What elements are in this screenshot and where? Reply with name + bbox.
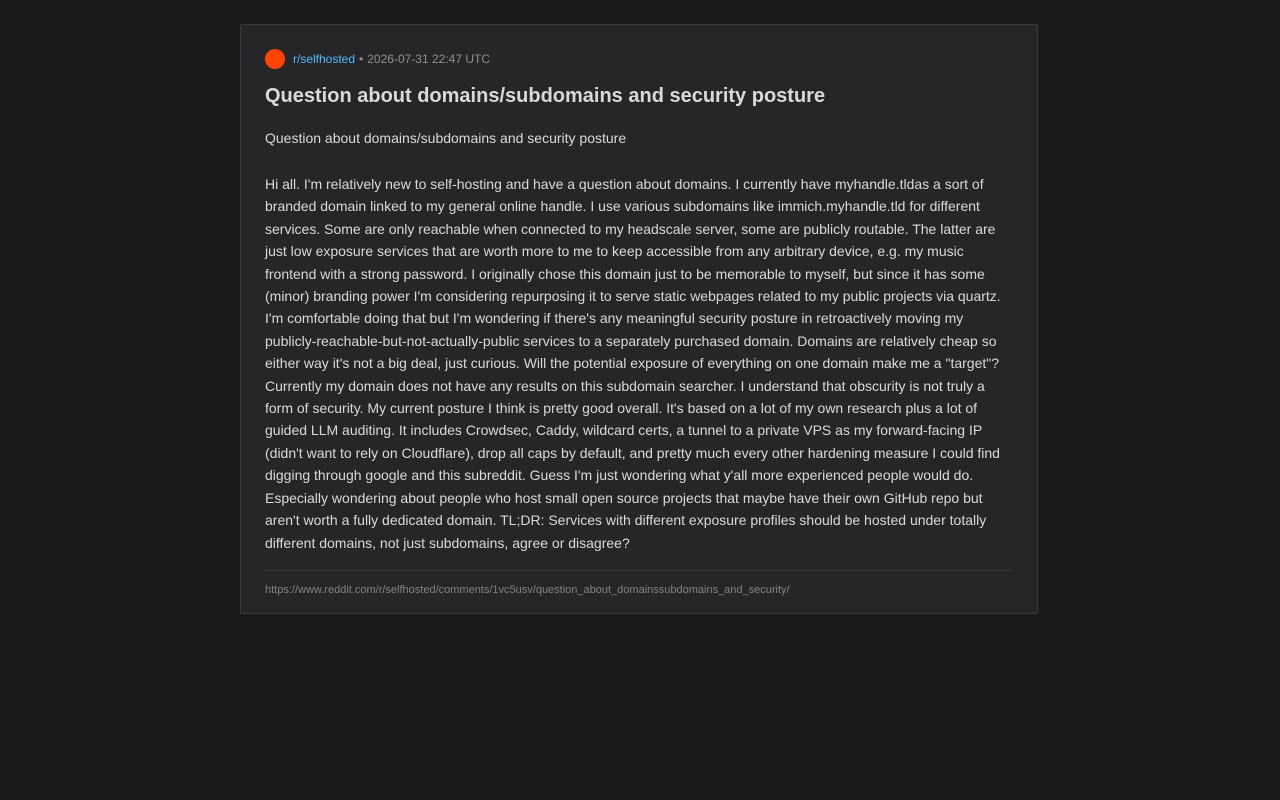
post-url: https://www.reddit.com/r/selfhosted/comments/1vc5usv/question_about_domainssubdomains_and_security/: [265, 583, 790, 596]
subreddit-avatar-icon: [265, 49, 285, 69]
post-subtitle: Question about domains/subdomains and security posture: [265, 130, 627, 146]
post-body: Hi all. I'm relatively new to self-hosting and have a question about domains. I currently have myhandle.tldas a sort of branded domain linked to my general online handle. I use various subdomains like immich.myhandle.tld for different services. Some are only reachable when connected to my headscale server, some are publicly routable. The latter are just low exposure services that are worth more to me to keep accessible from any arbitrary device, e.g. my music frontend with a strong password. I originally chose this domain just to be memorable to myself, but since it has some (minor) branding power I'm considering repurposing it to serve static webpages related to my public projects via quartz. I'm comfortable doing that but I'm wondering if there's any meaningful security posture in retroactively moving my publicly-reachable-but-not-actually-public services to a separately purchased domain. Domains are relatively cheap so either way it's not a big deal, just curious. Will the potential exposure of everything on one domain make me a "target"? Currently my domain does not have any results on this subdomain searcher. I understand that obscurity is not truly a form of security. My current posture I think is pretty good overall. It's based on a lot of my own research plus a lot of guided LLM auditing. It includes Crowdsec, Caddy, wildcard certs, a tunnel to a private VPS as my forward-facing IP (didn't want to rely on Cloudflare), drop all caps by default, and pretty much every other hardening measure I could find digging through google and this subreddit. Guess I'm just wondering what y'all more experienced people would do. Especially wondering about people who host small open source projects that maybe have their own GitHub repo but aren't worth a fully dedicated domain. TL;DR: Services with different exposure profiles should be hosted under totally different domains, not just subdomains, agree or disagree?: [265, 176, 1001, 551]
post-title: Question about domains/subdomains and security posture: [265, 85, 826, 107]
meta-separator: •: [359, 52, 364, 66]
post-meta: [265, 49, 1013, 69]
divider: [265, 570, 1013, 571]
post-card: [240, 24, 1038, 614]
post-timestamp: 2026-07-31 22:47 UTC: [367, 52, 490, 66]
subreddit-link[interactable]: r/selfhosted: [293, 52, 356, 66]
